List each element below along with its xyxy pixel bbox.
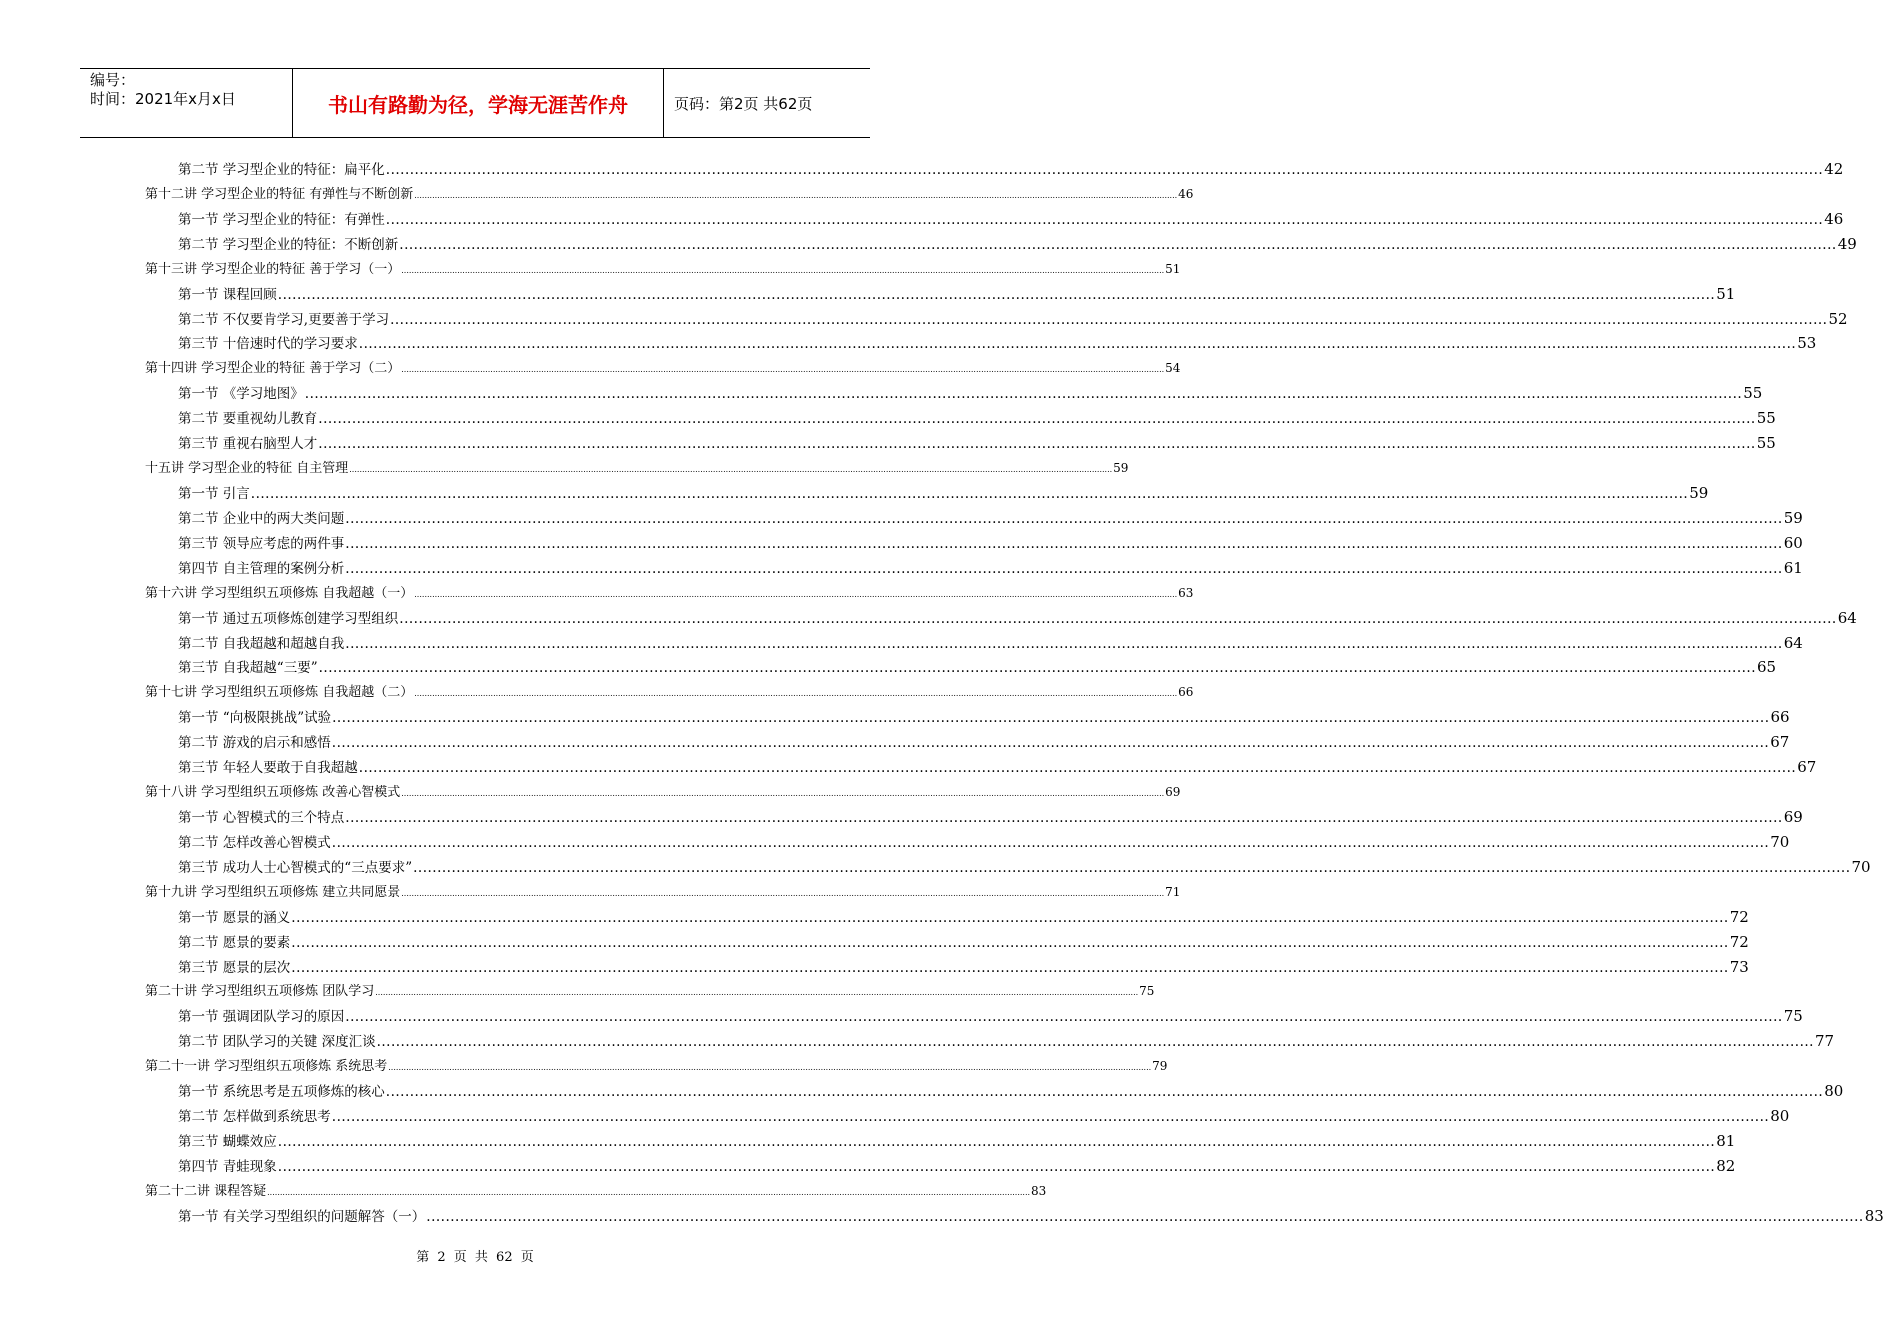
toc-entry-section[interactable] xyxy=(145,283,1736,308)
toc-entry-title: 第十九讲 学习型组织五项修炼 建立共同愿景 xyxy=(145,884,401,900)
toc-page-number: 80 xyxy=(1824,1082,1844,1101)
toc-dot-leader: ............................................................................................................................................................................................................................................................................................................ xyxy=(331,735,1770,752)
toc-page-number: 55 xyxy=(1756,434,1776,453)
toc-dot-leader: ............................................................................................................................................................................................................................................................................................................ xyxy=(358,760,1797,777)
toc-entry-section[interactable] xyxy=(145,407,1776,432)
toc-page-number: 49 xyxy=(1837,234,1857,253)
toc-dot-leader: ............................................................................................................................................................................................................................................................................................................ xyxy=(345,510,1783,527)
toc-page-number: 61 xyxy=(1783,558,1803,577)
toc-page-number: 65 xyxy=(1757,658,1777,677)
toc-page-number: 67 xyxy=(1770,733,1790,752)
toc-page-number: 54 xyxy=(1165,361,1181,376)
toc-entry-title: 第二节 学习型企业的特征：扁平化 xyxy=(178,162,385,178)
toc-dot-leader: ............................................................................................................................................................................................................................................................................................................ xyxy=(358,336,1797,353)
toc-entry-section[interactable] xyxy=(145,731,1790,756)
toc-page-number: 51 xyxy=(1165,261,1181,276)
toc-entry-lecture[interactable] xyxy=(145,781,1181,806)
toc-dot-leader: ............................................................................................................................................................................................................................................................................................................ xyxy=(426,1208,1864,1225)
toc-entry-section[interactable] xyxy=(145,482,1709,507)
toc-dot-leader: ............................................................................................................................................................................................................................................................................................................ xyxy=(349,465,1113,475)
toc-entry-title: 第一节 学习型企业的特征：有弹性 xyxy=(178,211,385,228)
toc-dot-leader: ............................................................................................................................................................................................................................................................................................................ xyxy=(401,789,1165,799)
toc-dot-leader: ............................................................................................................................................................................................................................................................................................................ xyxy=(345,535,1783,552)
toc-entry-title: 第十八讲 学习型组织五项修炼 改善心智模式 xyxy=(145,785,401,801)
toc-dot-leader: ............................................................................................................................................................................................................................................................................................................ xyxy=(385,162,1824,178)
toc-entry-title: 第三节 自我超越“三要” xyxy=(178,660,318,677)
toc-entry-section[interactable] xyxy=(145,632,1803,657)
toc-entry-title: 第二节 企业中的两大类问题 xyxy=(178,510,345,527)
toc-entry-title: 第三节 领导应考虑的两件事 xyxy=(178,535,345,552)
page-header xyxy=(80,68,870,138)
toc-entry-section[interactable] xyxy=(145,1105,1790,1130)
toc-entry-lecture[interactable] xyxy=(145,1055,1168,1080)
toc-entry-section[interactable] xyxy=(145,656,1777,681)
toc-entry-section[interactable] xyxy=(145,856,1871,881)
toc-dot-leader: ............................................................................................................................................................................................................................................................................................................ xyxy=(401,365,1165,375)
toc-entry-section[interactable] xyxy=(145,806,1803,831)
toc-entry-title: 第十六讲 学习型组织五项修炼 自我超越（一） xyxy=(145,585,414,601)
toc-page-number: 80 xyxy=(1770,1107,1790,1126)
toc-page-number: 77 xyxy=(1814,1032,1835,1051)
toc-page-number: 59 xyxy=(1113,461,1129,476)
toc-dot-leader: ............................................................................................................................................................................................................................................................................................................ xyxy=(291,909,1729,926)
toc-dot-leader: ............................................................................................................................................................................................................................................................................................................ xyxy=(414,190,1178,200)
toc-entry-section[interactable] xyxy=(145,1005,1803,1030)
toc-page-number: 71 xyxy=(1165,884,1181,899)
toc-dot-leader: ............................................................................................................................................................................................................................................................................................................ xyxy=(331,1109,1770,1126)
toc-entry-title: 第一节 “向极限挑战”试验 xyxy=(178,710,332,727)
toc-page-number: 63 xyxy=(1178,585,1194,600)
toc-entry-section[interactable] xyxy=(145,1130,1736,1155)
toc-entry-title: 第二节 愿景的要素 xyxy=(178,934,291,951)
toc-entry-title: 第二十讲 学习型组织五项修炼 团队学习 xyxy=(145,984,375,1000)
toc-dot-leader: ............................................................................................................................................................................................................................................................................................................ xyxy=(277,1158,1716,1175)
toc-entry-lecture[interactable] xyxy=(145,681,1194,706)
toc-entry-title: 第十四讲 学习型企业的特征 善于学习（二） xyxy=(145,361,401,377)
toc-page-number: 46 xyxy=(1178,186,1194,201)
toc-entry-lecture[interactable] xyxy=(145,258,1181,283)
toc-entry-section[interactable] xyxy=(145,208,1844,233)
toc-entry-title: 第二节 要重视幼儿教育 xyxy=(178,411,318,428)
toc-entry-section[interactable] xyxy=(145,507,1803,532)
toc-entry-title: 第三节 蝴蝶效应 xyxy=(178,1133,277,1150)
toc-dot-leader: ............................................................................................................................................................................................................................................................................................................ xyxy=(332,710,1770,727)
toc-entry-lecture[interactable] xyxy=(145,582,1194,607)
toc-page-number: 83 xyxy=(1864,1206,1884,1225)
toc-page-number: 51 xyxy=(1716,284,1736,303)
toc-entry-title: 第二节 怎样改善心智模式 xyxy=(178,834,331,851)
document-date-label: 时间：2021年x月x日 xyxy=(90,90,236,108)
toc-entry-title: 第十七讲 学习型组织五项修炼 自我超越（二） xyxy=(145,685,414,701)
toc-dot-leader: ............................................................................................................................................................................................................................................................................................................ xyxy=(291,959,1729,976)
header-page-info: 页码：第2页 共62页 xyxy=(674,94,813,113)
toc-dot-leader: ............................................................................................................................................................................................................................................................................................................ xyxy=(413,859,1851,876)
toc-page-number: 55 xyxy=(1743,384,1763,403)
toc-dot-leader: ............................................................................................................................................................................................................................................................................................................ xyxy=(318,411,1756,428)
toc-entry-section[interactable] xyxy=(145,831,1790,856)
toc-entry-title: 第三节 重视右脑型人才 xyxy=(178,436,318,453)
toc-page-number: 55 xyxy=(1756,409,1776,428)
toc-entry-section[interactable] xyxy=(145,706,1790,731)
toc-dot-leader: ............................................................................................................................................................................................................................................................................................................ xyxy=(331,834,1770,851)
toc-entry-section[interactable] xyxy=(145,931,1749,956)
toc-entry-section[interactable] xyxy=(145,1155,1736,1180)
header-motto: 书山有路勤为径，学海无涯苦作舟 xyxy=(292,69,664,137)
toc-entry-title: 第三节 成功人士心智模式的“三点要求” xyxy=(178,859,413,876)
toc-entry-section[interactable] xyxy=(145,432,1776,457)
toc-page-number: 64 xyxy=(1837,608,1857,627)
toc-entry-lecture[interactable] xyxy=(145,881,1181,906)
toc-page-number: 81 xyxy=(1716,1131,1736,1150)
toc-entry-title: 第三节 年轻人要敢于自我超越 xyxy=(178,760,358,777)
toc-entry-title: 第一节 通过五项修炼创建学习型组织 xyxy=(178,610,399,627)
toc-page-number: 64 xyxy=(1783,633,1803,652)
toc-entry-lecture[interactable] xyxy=(145,457,1129,482)
toc-entry-section[interactable] xyxy=(145,557,1803,582)
toc-page-number: 42 xyxy=(1824,160,1844,178)
toc-dot-leader: ............................................................................................................................................................................................................................................................................................................ xyxy=(376,1034,1814,1051)
toc-page-number: 73 xyxy=(1729,957,1749,976)
toc-dot-leader: ............................................................................................................................................................................................................................................................................................................ xyxy=(390,311,1828,328)
toc-entry-lecture[interactable] xyxy=(145,357,1181,382)
toc-dot-leader: ............................................................................................................................................................................................................................................................................................................ xyxy=(414,689,1178,699)
toc-entry-section[interactable] xyxy=(145,1205,1884,1230)
toc-entry-section[interactable] xyxy=(145,158,1844,183)
toc-dot-leader: ............................................................................................................................................................................................................................................................................................................ xyxy=(291,934,1729,951)
toc-entry-title: 第二节 怎样做到系统思考 xyxy=(178,1109,331,1126)
toc-entry-title: 第一节 有关学习型组织的问题解答（一） xyxy=(178,1208,426,1225)
toc-entry-title: 第二节 团队学习的关键 深度汇谈 xyxy=(178,1034,376,1051)
toc-page-number: 59 xyxy=(1689,483,1709,502)
toc-dot-leader: ............................................................................................................................................................................................................................................................................................................ xyxy=(399,236,1837,253)
toc-entry-section[interactable] xyxy=(145,956,1749,981)
table-of-contents xyxy=(145,158,1884,1230)
toc-dot-leader: ............................................................................................................................................................................................................................................................................................................ xyxy=(385,1084,1824,1101)
toc-dot-leader: ............................................................................................................................................................................................................................................................................................................ xyxy=(401,265,1165,275)
toc-entry-title: 第一节 强调团队学习的原因 xyxy=(178,1009,345,1026)
toc-dot-leader: ............................................................................................................................................................................................................................................................................................................ xyxy=(414,589,1178,599)
toc-entry-title: 第四节 自主管理的案例分析 xyxy=(178,560,345,577)
toc-page-number: 79 xyxy=(1152,1059,1168,1074)
toc-entry-title: 第一节 引言 xyxy=(178,485,250,502)
toc-page-number: 75 xyxy=(1783,1007,1803,1026)
toc-entry-section[interactable] xyxy=(145,332,1817,357)
toc-page-number: 70 xyxy=(1851,857,1871,876)
toc-page-number: 53 xyxy=(1797,334,1817,353)
toc-entry-section[interactable] xyxy=(145,308,1848,333)
toc-entry-title: 第二节 游戏的启示和感悟 xyxy=(178,735,331,752)
toc-dot-leader: ............................................................................................................................................................................................................................................................................................................ xyxy=(375,988,1139,998)
toc-page-number: 72 xyxy=(1729,907,1749,926)
toc-entry-title: 第一节 心智模式的三个特点 xyxy=(178,809,345,826)
toc-page-number: 46 xyxy=(1824,209,1844,228)
toc-entry-title: 第三节 愿景的层次 xyxy=(178,959,291,976)
toc-dot-leader: ............................................................................................................................................................................................................................................................................................................ xyxy=(345,809,1783,826)
toc-entry-title: 第二十一讲 学习型组织五项修炼 系统思考 xyxy=(145,1059,388,1075)
toc-entry-lecture[interactable] xyxy=(145,1180,1047,1205)
toc-dot-leader: ............................................................................................................................................................................................................................................................................................................ xyxy=(385,211,1824,228)
toc-dot-leader: ............................................................................................................................................................................................................................................................................................................ xyxy=(401,888,1165,898)
toc-page-number: 83 xyxy=(1031,1183,1047,1198)
toc-entry-title: 第一节 课程回顾 xyxy=(178,286,277,303)
toc-page-number: 69 xyxy=(1165,785,1181,800)
toc-dot-leader: ............................................................................................................................................................................................................................................................................................................ xyxy=(345,560,1783,577)
toc-entry-lecture[interactable] xyxy=(145,183,1194,208)
toc-page-number: 75 xyxy=(1139,984,1155,999)
toc-entry-title: 第三节 十倍速时代的学习要求 xyxy=(178,336,358,353)
toc-entry-section[interactable] xyxy=(145,382,1763,407)
toc-dot-leader: ............................................................................................................................................................................................................................................................................................................ xyxy=(388,1063,1152,1073)
toc-dot-leader: ............................................................................................................................................................................................................................................................................................................ xyxy=(250,485,1689,502)
toc-entry-title: 第一节 《学习地图》 xyxy=(178,386,304,403)
header-meta xyxy=(80,69,292,137)
toc-entry-title: 第十二讲 学习型企业的特征 有弹性与不断创新 xyxy=(145,186,414,202)
toc-dot-leader: ............................................................................................................................................................................................................................................................................................................ xyxy=(345,1009,1783,1026)
toc-entry-section[interactable] xyxy=(145,1080,1844,1105)
toc-page-number: 59 xyxy=(1783,508,1803,527)
toc-dot-leader: ............................................................................................................................................................................................................................................................................................................ xyxy=(318,660,1756,677)
toc-page-number: 69 xyxy=(1783,807,1803,826)
toc-page-number: 67 xyxy=(1797,758,1817,777)
toc-dot-leader: ............................................................................................................................................................................................................................................................................................................ xyxy=(399,610,1837,627)
toc-entry-title: 第二节 不仅要肯学习,更要善于学习 xyxy=(178,311,390,328)
toc-page-number: 60 xyxy=(1783,533,1803,552)
document-number-label: 编号： xyxy=(90,71,136,89)
toc-entry-title: 第十三讲 学习型企业的特征 善于学习（一） xyxy=(145,261,401,277)
toc-dot-leader: ............................................................................................................................................................................................................................................................................................................ xyxy=(318,436,1756,453)
toc-entry-section[interactable] xyxy=(145,607,1857,632)
toc-page-number: 72 xyxy=(1729,932,1749,951)
toc-entry-title: 第二节 自我超越和超越自我 xyxy=(178,635,345,652)
toc-page-number: 66 xyxy=(1770,708,1790,727)
toc-page-number: 70 xyxy=(1770,832,1790,851)
toc-entry-section[interactable] xyxy=(145,233,1857,258)
toc-entry-title: 第二十二讲 课程答疑 xyxy=(145,1183,267,1199)
toc-page-number: 82 xyxy=(1716,1156,1736,1175)
toc-entry-title: 十五讲 学习型企业的特征 自主管理 xyxy=(145,461,349,477)
page-footer: 第 2 页 共 62 页 xyxy=(416,1250,534,1265)
toc-dot-leader: ............................................................................................................................................................................................................................................................................................................ xyxy=(277,286,1716,303)
toc-dot-leader: ............................................................................................................................................................................................................................................................................................................ xyxy=(345,635,1783,652)
toc-entry-section[interactable] xyxy=(145,1030,1835,1055)
toc-entry-title: 第一节 愿景的涵义 xyxy=(178,909,291,926)
toc-entry-title: 第二节 学习型企业的特征：不断创新 xyxy=(178,236,399,253)
toc-page-number: 52 xyxy=(1828,309,1848,328)
toc-entry-section[interactable] xyxy=(145,906,1749,931)
toc-entry-lecture[interactable] xyxy=(145,980,1155,1005)
toc-dot-leader: ............................................................................................................................................................................................................................................................................................................ xyxy=(267,1187,1031,1197)
toc-entry-section[interactable] xyxy=(145,532,1803,557)
toc-entry-title: 第一节 系统思考是五项修炼的核心 xyxy=(178,1084,385,1101)
toc-dot-leader: ............................................................................................................................................................................................................................................................................................................ xyxy=(277,1133,1716,1150)
toc-entry-section[interactable] xyxy=(145,756,1817,781)
toc-dot-leader: ............................................................................................................................................................................................................................................................................................................ xyxy=(304,386,1743,403)
toc-page-number: 66 xyxy=(1178,685,1194,700)
toc-entry-title: 第四节 青蛙现象 xyxy=(178,1158,277,1175)
